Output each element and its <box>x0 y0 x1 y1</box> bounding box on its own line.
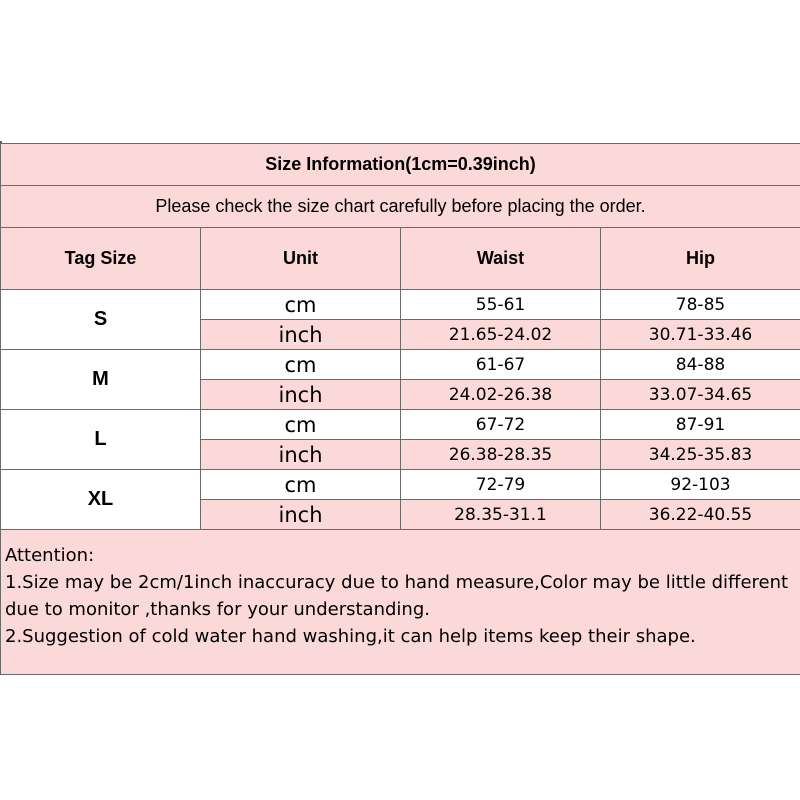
waist-cell: 26.38-28.35 <box>401 440 601 470</box>
hip-cell: 84-88 <box>601 350 800 380</box>
unit-cell: inch <box>201 380 401 410</box>
unit-cell: cm <box>201 470 401 500</box>
waist-cell: 55-61 <box>401 290 601 320</box>
tag-size-cell: S <box>1 290 201 350</box>
attention-heading: Attention: <box>5 545 95 566</box>
hip-cell: 34.25-35.83 <box>601 440 800 470</box>
unit-cell: inch <box>201 440 401 470</box>
attention-notes <box>1 530 800 675</box>
hip-cell: 92-103 <box>601 470 800 500</box>
header-hip: Hip <box>601 228 800 290</box>
chart-title: Size Information(1cm=0.39inch) <box>1 144 800 186</box>
tag-size-cell: XL <box>1 470 201 530</box>
table-row <box>1 470 800 500</box>
waist-cell: 21.65-24.02 <box>401 320 601 350</box>
unit-cell: cm <box>201 350 401 380</box>
header-tag-size: Tag Size <box>1 228 201 290</box>
tag-size-cell: L <box>1 410 201 470</box>
waist-cell: 24.02-26.38 <box>401 380 601 410</box>
attention-note-1: 1.Size may be 2cm/1inch inaccuracy due to hand measure,Color may be little different due to monitor ,thanks for your understanding. <box>5 572 789 620</box>
hip-cell: 33.07-34.65 <box>601 380 800 410</box>
unit-cell: inch <box>201 320 401 350</box>
waist-cell: 72-79 <box>401 470 601 500</box>
attention-note-2: 2.Suggestion of cold water hand washing,it can help items keep their shape. <box>5 626 696 647</box>
hip-cell: 87-91 <box>601 410 800 440</box>
header-unit: Unit <box>201 228 401 290</box>
hip-cell: 36.22-40.55 <box>601 500 800 530</box>
hip-cell: 30.71-33.46 <box>601 320 800 350</box>
tag-size-cell: M <box>1 350 201 410</box>
waist-cell: 61-67 <box>401 350 601 380</box>
unit-cell: cm <box>201 290 401 320</box>
unit-cell: inch <box>201 500 401 530</box>
chart-subtitle: Please check the size chart carefully before placing the order. <box>1 186 800 228</box>
waist-cell: 28.35-31.1 <box>401 500 601 530</box>
header-waist: Waist <box>401 228 601 290</box>
unit-cell: cm <box>201 410 401 440</box>
table-row <box>1 350 800 380</box>
table-row <box>1 290 800 320</box>
size-chart-table <box>0 143 800 675</box>
hip-cell: 78-85 <box>601 290 800 320</box>
table-row <box>1 410 800 440</box>
waist-cell: 67-72 <box>401 410 601 440</box>
